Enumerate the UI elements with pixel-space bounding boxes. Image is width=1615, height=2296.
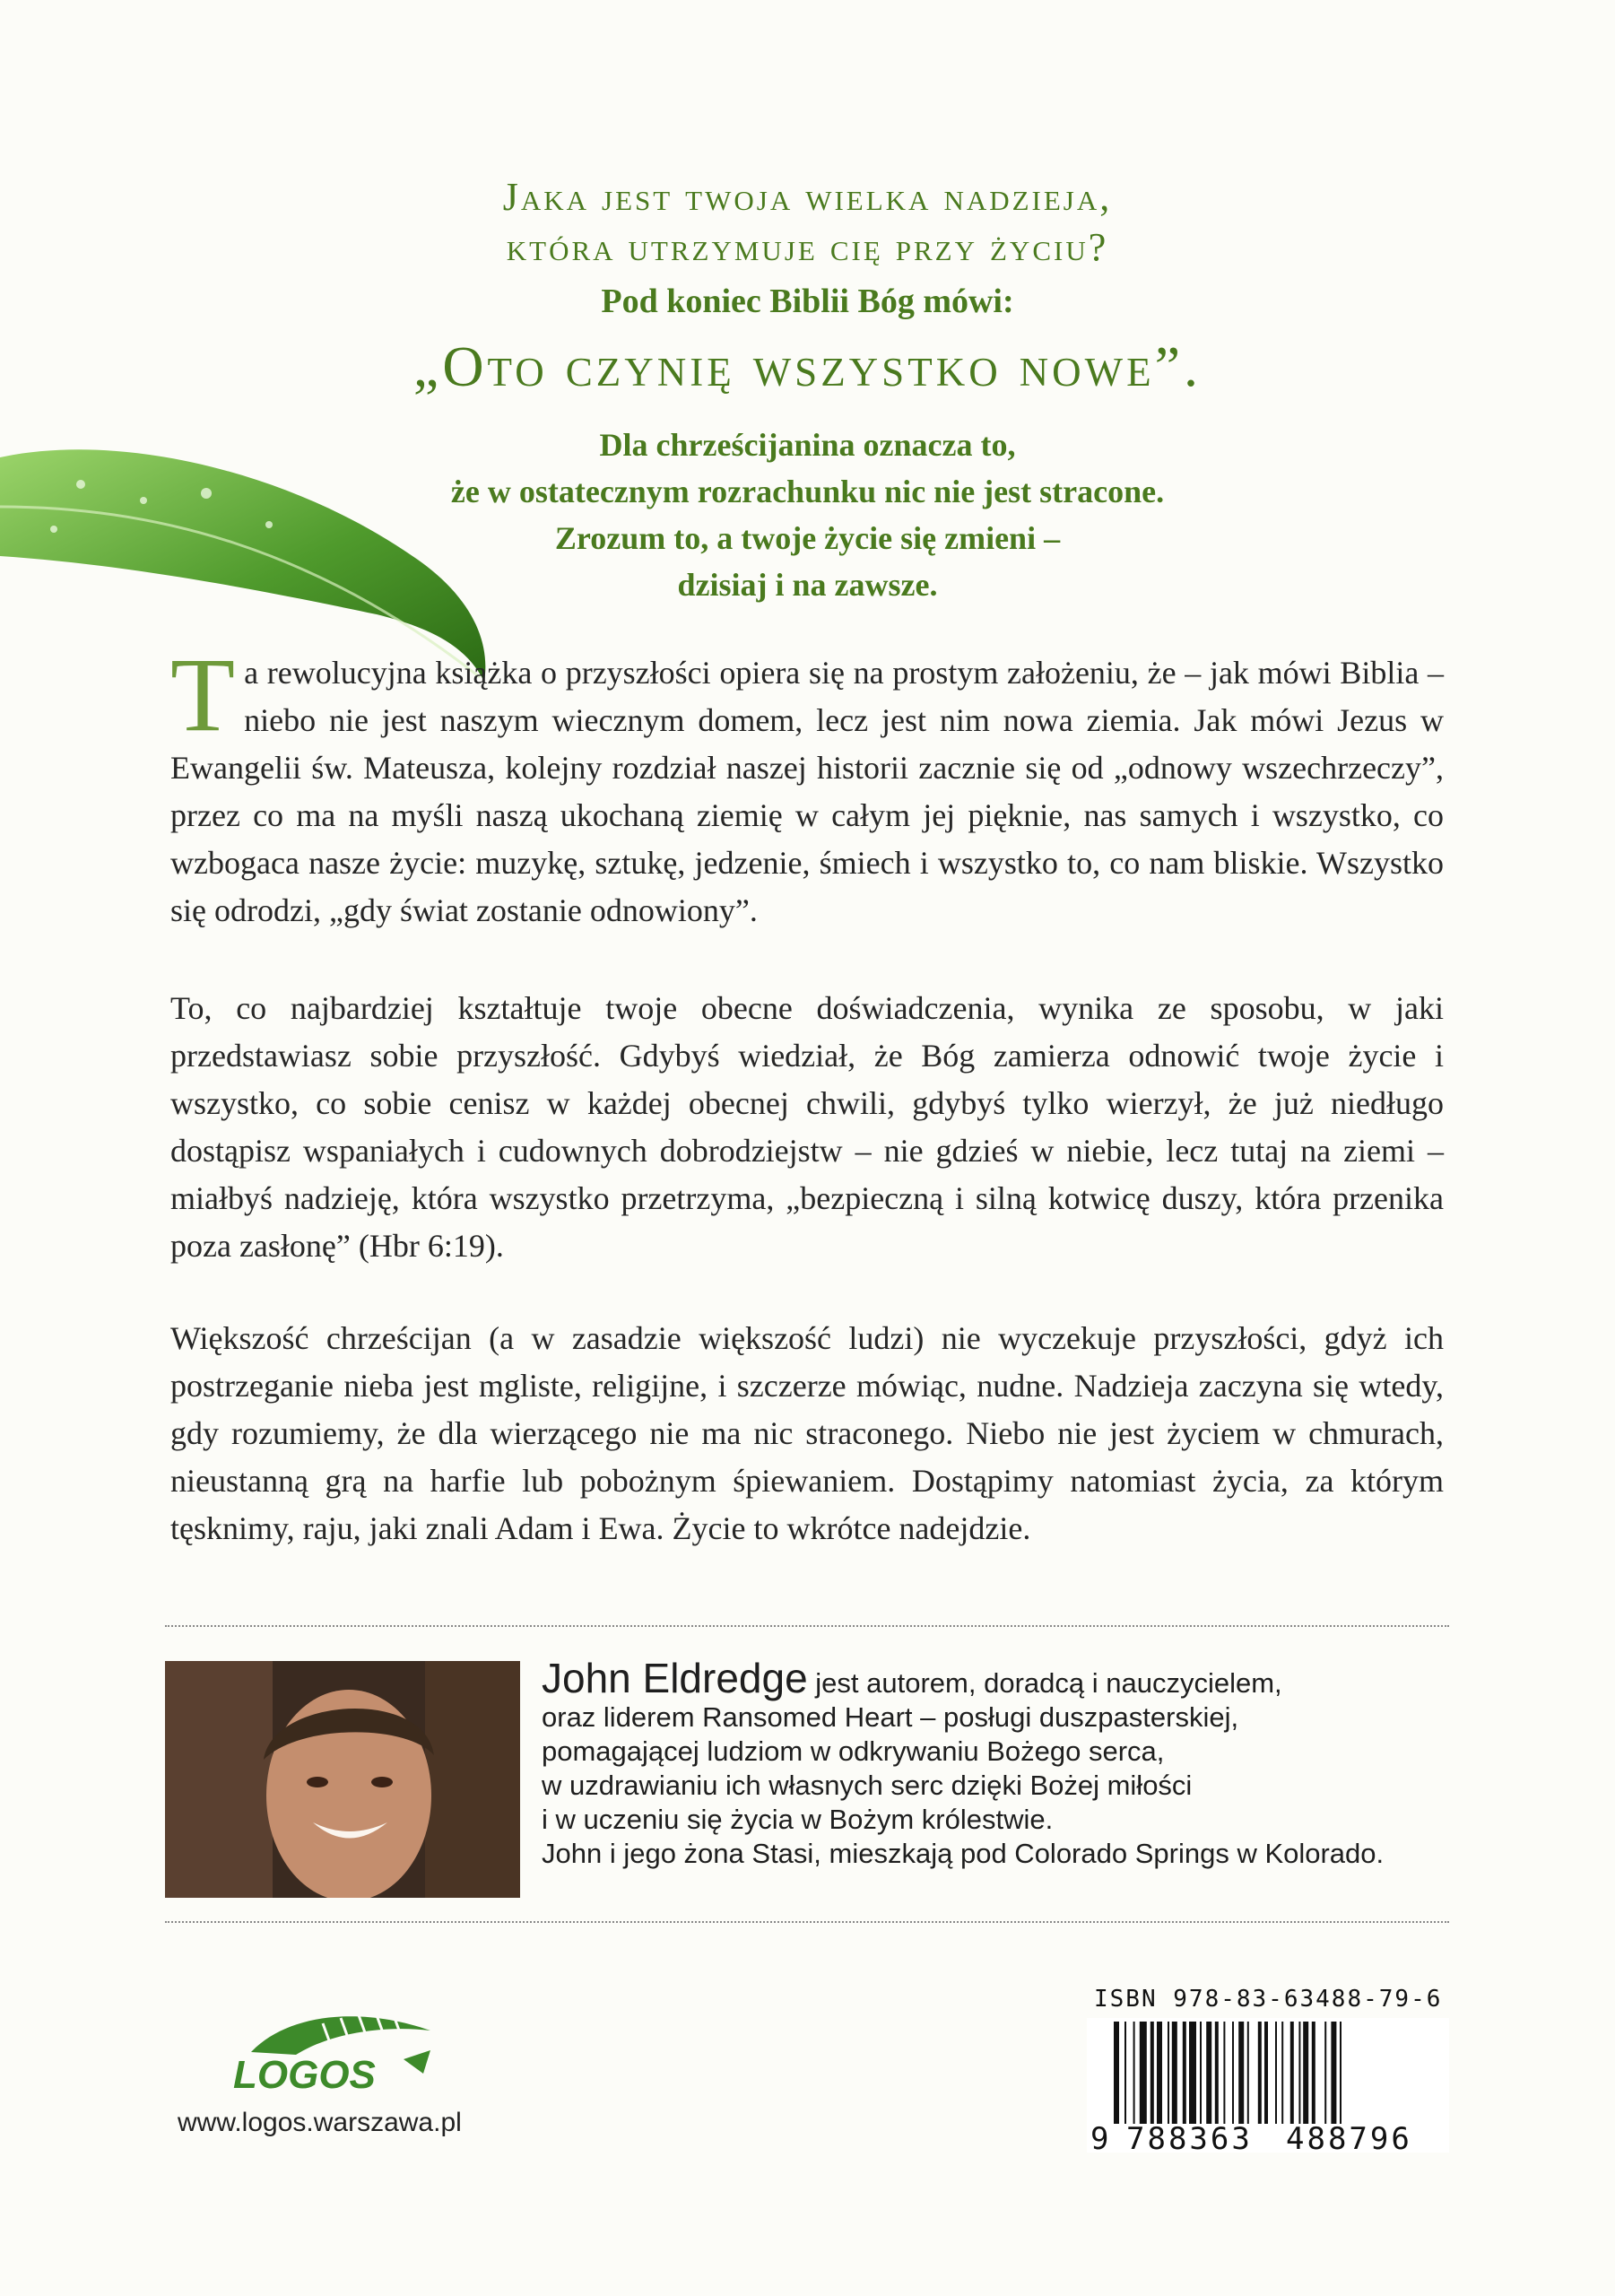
author-bio (542, 1655, 1465, 1871)
author-bio-line-5: i w uczeniu się życia w Bożym królestwie. (542, 1804, 1054, 1835)
headline-subtitle: Pod koniec Biblii Bóg mówi: (601, 283, 1014, 320)
publisher-logo-text: LOGOS (233, 2053, 376, 2097)
barcode-bar (1298, 2022, 1300, 2126)
barcode-bar (1247, 2022, 1249, 2126)
divider-bottom (165, 1921, 1449, 1923)
paragraph-2: To, co najbardziej kształtuje twoje obecne doświadczenia, wynika ze sposobu, w jaki przedstawiasz sobie przyszłość. Gdybyś wiedział, że Bóg zamierza odnowić twoje życie i wszystko, co sobie cenisz w każdej obecnej chwili, gdybyś tylko wierzył, że już niedługo dostąpisz wspaniałych i cudownych dobrodziejstw – nie gdzieś w niebie, lecz tutaj na ziemi – miałbyś nadzieję, która wszystko przetrzyma, „bezpieczną i silną kotwicę duszy, która przenika poza zasłonę” (Hbr 6:19). (170, 990, 1444, 1264)
author-bio-line-2: oraz liderem Ransomed Heart – posługi duszpasterskiej, (542, 1701, 1239, 1733)
paragraph-1-text: a rewolucyjna książka o przyszłości opiera się na prostym założeniu, że – jak mówi Biblia – niebo nie jest naszym wiecznym domem, lecz jest nim nowa ziemia. Jak mówi Jezus w Ewangelii św. Mateusza, kolejny rozdział naszej historii zacznie się od „odnowy wszechrzeczy”, przez co ma na myśli naszą ukochaną ziemię w całym jej pięknie, nas samych i wszystko, co wzbogaca nasze życie: muzykę, sztukę, jedzenie, śmiech i wszystko to, co nam bliskie. Wszystko się odrodzi, „gdy świat zostanie odnowiony”. (170, 655, 1444, 928)
barcode-bar (1140, 2022, 1147, 2126)
author-bio-line-6: John i jego żona Stasi, mieszkają pod Colorado Springs w Kolorado. (542, 1838, 1385, 1869)
barcode-bar (1281, 2022, 1283, 2126)
barcode-bar (1168, 2022, 1169, 2126)
barcode-bar (1150, 2022, 1154, 2126)
barcode-bar (1189, 2022, 1196, 2126)
barcode-bar (1264, 2022, 1268, 2126)
barcode-bar (1238, 2022, 1244, 2126)
headline-line-1: Jaka jest twoja wielka nadzieja, (502, 175, 1113, 219)
barcode-bar (1215, 2022, 1219, 2126)
isbn-label: ISBN 978-83-63488-79-6 (1094, 1986, 1443, 2013)
barcode-bar (1324, 2022, 1326, 2126)
headline-body-line-2: że w ostatecznym rozrachunku nic nie jest stracone. (450, 474, 1165, 509)
headline-body (0, 422, 1615, 608)
barcode-bar (1258, 2022, 1262, 2126)
headline-body-line-4: dzisiaj i na zawsze. (677, 567, 938, 603)
barcode-bar (1275, 2022, 1277, 2126)
barcode-bar (1290, 2022, 1294, 2126)
paragraph-3: Większość chrześcijan (a w zasadzie większość ludzi) nie wyczekuje przyszłości, gdyż ich postrzeganie nieba jest mgliste, religijne, i szczerze mówiąc, nudne. Nadzieja zaczyna się wtedy, gdy rozumiemy, że dla wierzącego nie ma nic straconego. Niebo nie jest życiem w chmurach, nieustanną grą na harfie lub pobożnym śpiewaniem. Dostąpimy natomiast życia, za którym tęsknimy, raju, jaki znali Adam i Ewa. Życie to wkrótce nadejdzie. (170, 1320, 1444, 1546)
barcode-bar (1183, 2022, 1186, 2126)
barcode-bar (1133, 2022, 1135, 2126)
barcode-bar (1200, 2022, 1202, 2126)
barcode-bar (1223, 2022, 1225, 2126)
paragraph-1 (170, 636, 1444, 935)
publisher-logo (188, 2005, 448, 2104)
isbn-digit-first: 9 (1090, 2121, 1109, 2152)
author-name: John Eldredge (542, 1655, 808, 1701)
drop-cap: T (170, 636, 236, 753)
isbn-digits-right: 488796 (1286, 2121, 1412, 2152)
barcode-bar (1157, 2022, 1162, 2126)
author-photo (165, 1661, 520, 1898)
publisher-url[interactable]: www.logos.warszawa.pl (178, 2108, 462, 2137)
barcode-bar (1172, 2022, 1177, 2126)
author-bio-line-4: w uzdrawianiu ich własnych serc dzięki Bożej miłości (542, 1770, 1193, 1801)
headline-question (0, 172, 1615, 273)
headline-body-line-1: Dla chrześcijanina oznacza to, (599, 427, 1016, 463)
barcode-bar (1303, 2022, 1308, 2126)
barcode-bar (1312, 2022, 1315, 2126)
headline-body-line-3: Zrozum to, a twoje życie się zmieni – (554, 520, 1061, 556)
barcode-bar (1206, 2022, 1211, 2126)
isbn-digits-left: 788363 (1126, 2121, 1253, 2152)
author-bio-line-3: pomagającej ludziom w odkrywaniu Bożego serca, (542, 1735, 1165, 1767)
isbn-barcode (1087, 2018, 1449, 2152)
headline-quote: „Oto czynię wszystko nowe”. (412, 335, 1203, 398)
author-bio-line-1: jest autorem, doradcą i nauczycielem, (807, 1667, 1282, 1699)
divider-top (165, 1625, 1449, 1627)
headline-line-2: która utrzymuje cię przy życiu? (506, 225, 1109, 269)
